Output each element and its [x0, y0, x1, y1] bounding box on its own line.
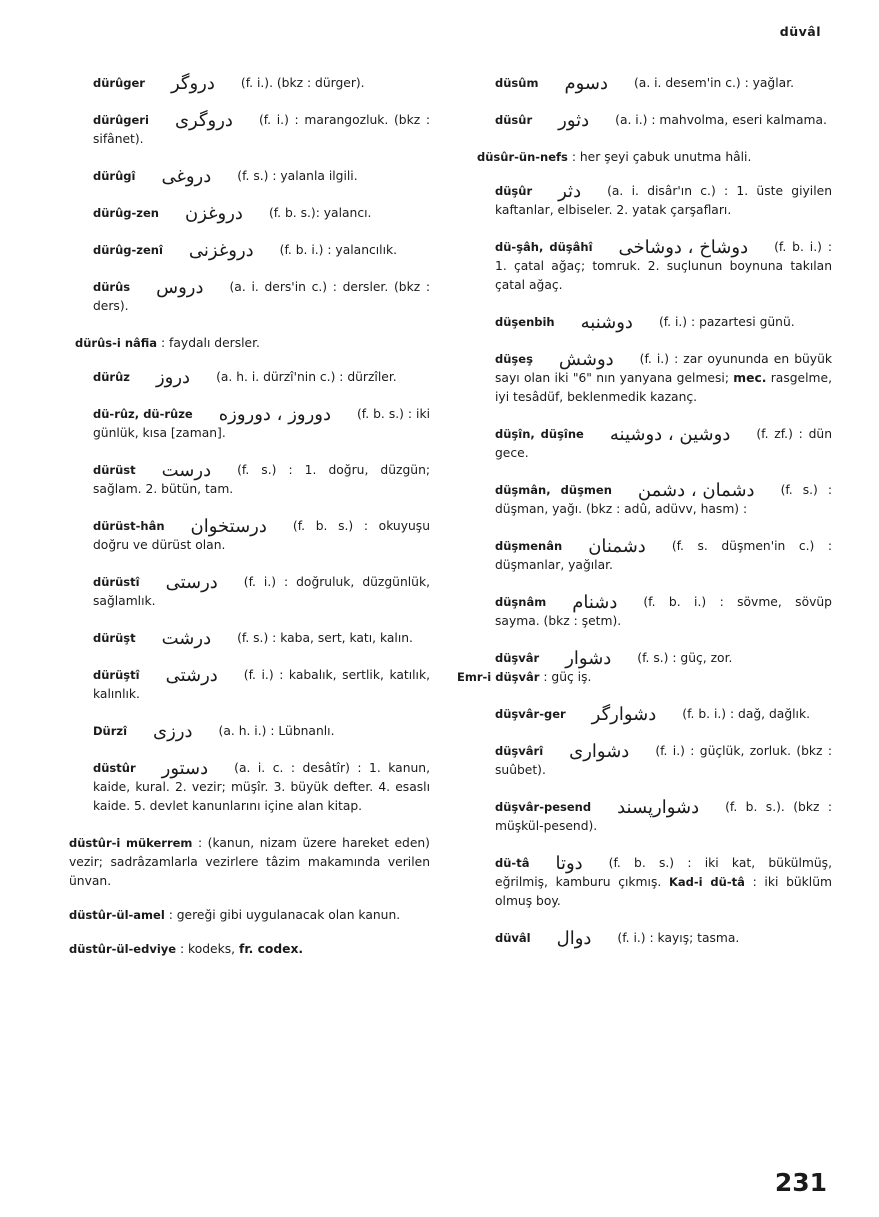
dictionary-entry [55, 666, 430, 704]
headword: dürûz [93, 370, 130, 384]
headword: dürûs-i nâfia [75, 336, 158, 350]
dictionary-entry [457, 425, 832, 463]
headword: düşvâr [495, 651, 540, 665]
definition: (f. s.) : 1. doğru, düzgün; sağlam. 2. bütün, tam. [93, 463, 430, 496]
arabic-script: دثر [558, 181, 582, 202]
dictionary-entry [457, 798, 832, 836]
headword: düşnâm [495, 595, 547, 609]
arabic-script: دشمان ، دشمن [637, 480, 755, 501]
dictionary-entry [55, 368, 430, 387]
definition: (f. i.) : pazartesi günü. [658, 315, 795, 329]
headword: düsûr [495, 113, 533, 127]
definition: (a. i. ders'in c.) : dersler. (bkz : ders). [93, 280, 430, 313]
definition: (f. i.). (bkz : dürger). [240, 76, 365, 90]
running-head: düvâl [779, 24, 821, 39]
definition: (f. b. s.): yalancı. [268, 206, 372, 220]
dictionary-entry [457, 182, 832, 220]
arabic-script: درشتی [165, 665, 218, 686]
arabic-script: درستخوان [190, 516, 267, 537]
language-abbreviation: fr. codex. [238, 942, 304, 956]
arabic-script: دوشاخ ، دوشاخی [618, 237, 749, 258]
definition: (a. h. i. dürzî'nin c.) : dürzîler. [216, 370, 397, 384]
arabic-script: دشوارگر [591, 704, 657, 725]
definition: (f. b. i.) : sövme, sövüp sayma. (bkz : şetm). [495, 595, 832, 628]
headword: dürûg-zen [93, 206, 159, 220]
definition: (f. b. s.) : okuyuşu doğru ve dürüst olan. [93, 519, 430, 552]
arabic-script: دروغزنی [188, 240, 254, 261]
arabic-script: دشوار [565, 648, 612, 669]
dictionary-entry [55, 241, 430, 260]
headword: düstûr [93, 761, 136, 775]
dictionary-entry [457, 854, 832, 911]
headword: düşvârî [495, 744, 544, 758]
dictionary-subentry [55, 834, 430, 891]
definition: (f. b. i.) : dağ, dağlık. [682, 707, 810, 721]
definition: (a. i. disâr'ın c.) : 1. üste giyilen kaftanlar, elbiseler. 2. yatak çarşafları. [495, 184, 832, 217]
arabic-script: دسوم [564, 73, 608, 94]
arabic-script: دوال [556, 928, 592, 949]
subentry-definition: : iki büklüm olmuş boy. [495, 875, 832, 908]
arabic-script: دشمنان [588, 536, 646, 557]
arabic-script: دشوارپسند [617, 797, 700, 818]
headword: dürüst [93, 463, 136, 477]
dictionary-entry [55, 405, 430, 443]
dictionary-entry [55, 111, 430, 149]
dictionary-entry [457, 649, 832, 687]
definition: (a. i. c. : desâtîr) : 1. kanun, kaide, kural. 2. vezir; müşîr. 3. büyük defter. 4. esaslı kaide. 5. devlet kanunlarını içine alan kitap. [93, 761, 430, 813]
dictionary-entry [457, 111, 832, 130]
definition: (f. s.) : düşman, yağı. (bkz : adû, adüvv, hasm) : [495, 483, 832, 516]
headword: düşûr [495, 184, 533, 198]
page-number: 231 [774, 1168, 827, 1197]
dictionary-entry [457, 313, 832, 332]
arabic-script: دروگر [170, 73, 215, 94]
definition: (f. b. i.) : 1. çatal ağaç; tomruk. 2. suçlunun boynuna takılan çatal ağaç. [495, 240, 832, 292]
definition: : faydalı dersler. [161, 336, 260, 350]
arabic-script: دروغی [161, 166, 212, 187]
dictionary-entry [55, 204, 430, 223]
definition: : her şeyi çabuk unutma hâli. [571, 150, 752, 164]
arabic-script: دروس [156, 277, 204, 298]
dictionary-entry [457, 705, 832, 724]
arabic-script: دثور [558, 110, 590, 131]
arabic-script: دشنام [572, 592, 618, 613]
headword: dürûger [93, 76, 145, 90]
headword: dürûs [93, 280, 131, 294]
dictionary-entry [55, 278, 430, 316]
dictionary-entry [457, 74, 832, 93]
headword: düşmenân [495, 539, 563, 553]
headword: dürüştî [93, 668, 140, 682]
definition: (f. s.) : kaba, sert, katı, kalın. [237, 631, 413, 645]
arabic-script: درستی [165, 572, 218, 593]
definition: (f. s.) : yalanla ilgili. [237, 169, 358, 183]
headword: Dürzî [93, 724, 128, 738]
definition: (f. s. düşmen'in c.) : düşmanlar, yağılar. [495, 539, 832, 572]
right-column [457, 74, 832, 966]
arabic-script: درشت [161, 628, 212, 649]
definition: (f. i.) : zar oyununda en büyük sayı olan iki "6" nın yanyana gelmesi; [495, 352, 832, 385]
arabic-script: درزی [153, 721, 193, 742]
definition: (f. b. s.) : iki günlük, kısa [zaman]. [93, 407, 430, 440]
dictionary-entry [457, 537, 832, 575]
headword: dürüst-hân [93, 519, 165, 533]
headword: düstûr-ül-edviye [69, 942, 177, 956]
definition: (f. i.) : doğruluk, düzgünlük, sağlamlık. [93, 575, 430, 608]
dictionary-entry [457, 593, 832, 631]
dictionary-subentry [55, 940, 430, 959]
definition: (f. b. s.). (bkz : müşkül-pesend). [495, 800, 832, 833]
dictionary-entry [55, 517, 430, 555]
headword: dürûgî [93, 169, 136, 183]
definition: (f. zf.) : dün gece. [495, 427, 833, 460]
definition: (a. i. desem'in c.) : yağlar. [633, 76, 795, 90]
dictionary-entry [55, 74, 430, 93]
headword: düstûr-ül-amel [69, 908, 165, 922]
subentry-headword: Kad-i dü-tâ [668, 875, 745, 889]
arabic-script: دوشش [558, 349, 614, 370]
subentry-headword: Emr-i düşvâr [457, 670, 540, 684]
headword: düşmân, düşmen [495, 483, 612, 497]
dictionary-entry [55, 759, 430, 816]
definition-continued: rasgelme, iyi tesâdüf, beklenmedik kazanç. [495, 371, 832, 404]
arabic-script: دروز [155, 367, 191, 388]
headword: dü-tâ [495, 856, 530, 870]
headword: dürûg-zenî [93, 243, 163, 257]
headword: dü-şâh, düşâhî [495, 240, 593, 254]
headword: düsûm [495, 76, 539, 90]
arabic-script: دروگری [174, 110, 233, 131]
definition: (a. h. i.) : Lübnanlı. [218, 724, 335, 738]
dictionary-entry [55, 167, 430, 186]
headword: düşvâr-ger [495, 707, 566, 721]
dictionary-entry [55, 461, 430, 499]
dictionary-subentry [55, 334, 430, 353]
left-column [55, 74, 430, 974]
definition: (f. b. i.) : yalancılık. [279, 243, 398, 257]
dictionary-entry [55, 573, 430, 611]
definition: (f. b. s.) : iki kat, bükülmüş, eğrilmiş, kamburu çıkmış. [495, 856, 832, 889]
arabic-script: دشواری [569, 741, 630, 762]
definition: (f. i.) : marangozluk. (bkz : sifânet). [93, 113, 430, 146]
headword: dürüşt [93, 631, 136, 645]
arabic-script: دستور [161, 758, 209, 779]
headword: dü-rûz, dü-rûze [93, 407, 193, 421]
headword: düşenbih [495, 315, 555, 329]
dictionary-entry [55, 629, 430, 648]
arabic-script: دوروز ، دوروزه [218, 404, 331, 425]
subentry-definition: : güç iş. [543, 670, 592, 684]
definition: : kodeks, [179, 942, 236, 956]
headword: düşeş [495, 352, 533, 366]
dictionary-subentry [55, 906, 430, 925]
definition: : (kanun, nizam üzere hareket eden) vezir; sadrâzamlarla vezirlere tâzim makamında verilen ünvan. [69, 836, 430, 888]
arabic-script: دوشنبه [580, 312, 633, 333]
dictionary-entry [457, 929, 832, 948]
arabic-script: دوتا [555, 853, 583, 874]
headword: dürüstî [93, 575, 140, 589]
definition: (a. i.) : mahvolma, eseri kalmama. [615, 113, 827, 127]
definition: (f. s.) : güç, zor. [637, 651, 733, 665]
headword: düstûr-i mükerrem [69, 836, 193, 850]
definition: (f. i.) : kabalık, sertlik, katılık, kalınlık. [93, 668, 430, 701]
headword: düşîn, düşîne [495, 427, 584, 441]
dictionary-subentry [457, 148, 832, 167]
definition: (f. i.) : güçlük, zorluk. (bkz : suûbet). [495, 744, 832, 777]
definition: : gereği gibi uygulanacak olan kanun. [168, 908, 401, 922]
dictionary-entry [457, 481, 832, 519]
dictionary-entry [457, 350, 832, 407]
dictionary-entry [457, 238, 832, 295]
headword: düvâl [495, 931, 531, 945]
headword: düsûr-ün-nefs [477, 150, 568, 164]
arabic-script: درست [161, 460, 212, 481]
usage-abbreviation: mec. [733, 371, 767, 385]
dictionary-entry [55, 722, 430, 741]
definition: (f. i.) : kayış; tasma. [617, 931, 740, 945]
headword: düşvâr-pesend [495, 800, 592, 814]
headword: dürûgeri [93, 113, 149, 127]
arabic-script: دروغزن [184, 203, 243, 224]
arabic-script: دوشین ، دوشینه [609, 424, 731, 445]
dictionary-entry [457, 742, 832, 780]
